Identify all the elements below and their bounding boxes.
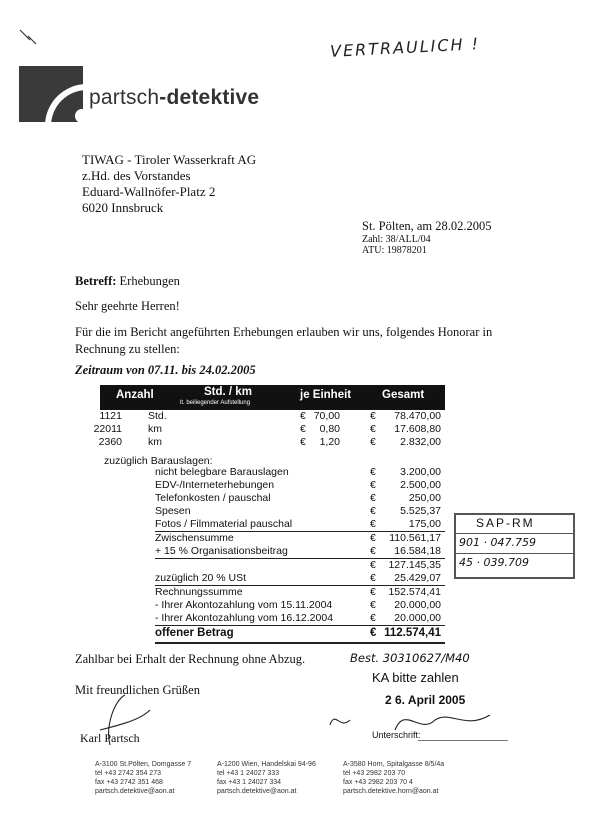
extra-label: nicht belegbare Barauslagen	[155, 466, 289, 478]
summary-row	[155, 532, 445, 544]
item-qty: 2360	[98, 436, 122, 448]
footer-fax: fax +43 1 24027 334	[217, 779, 282, 786]
intro-line2: Rechnung zu stellen:	[75, 342, 180, 356]
col-std-km: Std. / km	[204, 386, 252, 398]
recipient-line3: Eduard-Wallnöfer-Platz 2	[82, 184, 216, 199]
item-qty: 22011	[93, 423, 122, 435]
handwritten-order-number: Best. 30310627/M40	[350, 651, 470, 665]
col-je-einheit: je Einheit	[300, 389, 352, 401]
item-price: 0,80	[319, 423, 340, 435]
period-title: Zeitraum von 07.11. bis 24.02.2005	[75, 363, 256, 377]
item-total: 2.832,00	[400, 436, 441, 448]
table-header	[100, 385, 445, 410]
item-price: 70,00	[313, 410, 340, 422]
summary-row	[155, 586, 445, 598]
item-qty: 1121	[99, 410, 122, 422]
item-currency: €	[300, 410, 306, 422]
reference-number: Zahl: 38/ALL/04	[362, 234, 431, 245]
logo-brand: partsch	[89, 86, 160, 109]
list-item	[155, 518, 445, 530]
summary-currency: €	[370, 572, 376, 584]
footer-tel: tel +43 2742 354 273	[95, 770, 161, 777]
summary-amount: 127.145,35	[388, 559, 441, 571]
logo-wordmark	[89, 86, 259, 110]
col-gesamt: Gesamt	[382, 389, 425, 401]
list-item	[155, 492, 445, 504]
payment-note: Zahlbar bei Erhalt der Rechnung ohne Abzug.	[75, 652, 306, 666]
item-unit: km	[148, 436, 162, 448]
extra-currency: €	[370, 492, 376, 504]
summary-label: zuzüglich 20 % USt	[155, 572, 247, 584]
summary-row	[155, 599, 445, 611]
footer-mail: partsch.detektive@aon.at	[95, 788, 175, 795]
summary-label: Zwischensumme	[155, 532, 234, 544]
logo-graphic	[19, 66, 83, 122]
item-currency: €	[370, 436, 376, 448]
extra-amount: 250,00	[408, 492, 441, 504]
subject-label: Betreff:	[75, 274, 117, 288]
table-row	[100, 410, 445, 423]
item-unit: Std.	[148, 410, 167, 422]
logo-suffix: -detektive	[159, 86, 260, 109]
summary-label: - Ihrer Akontozahlung vom 16.12.2004	[155, 612, 334, 624]
footer-address: A-1200 Wien, Handelskai 94-96	[217, 761, 316, 768]
summary-row	[155, 545, 445, 557]
item-total: 78.470,00	[394, 410, 441, 422]
signature-line	[418, 740, 508, 741]
summary-currency: €	[370, 532, 376, 544]
footer-office-stpoelten	[95, 760, 191, 796]
item-price: 1,20	[319, 436, 340, 448]
sap-line1: 901 · 047.759	[459, 536, 536, 549]
summary-amount: 152.574,41	[388, 586, 441, 598]
table-row	[93, 423, 445, 436]
footer-mail: partsch.detektive.horn@aon.at	[343, 788, 439, 795]
summary-amount: 25.429,07	[394, 572, 441, 584]
extra-label: Fotos / Filmmaterial pauschal	[155, 518, 293, 530]
recipient-line4: 6020 Innsbruck	[82, 200, 164, 215]
extra-currency: €	[370, 479, 376, 491]
subject-value: Erhebungen	[119, 274, 180, 288]
stamp-date: 2 6. April 2005	[385, 693, 466, 707]
extras-label: zuzüglich Barauslagen:	[104, 455, 213, 467]
date-block	[362, 219, 492, 256]
extra-amount: 5.525,37	[400, 505, 441, 517]
extra-currency: €	[370, 505, 376, 517]
summary-amount: 16.584,18	[394, 545, 441, 557]
summary-label: + 15 % Organisationsbeitrag	[155, 545, 288, 557]
salutation: Sehr geehrte Herren!	[75, 299, 180, 313]
offener-label: offener Betrag	[155, 627, 234, 639]
subject-line	[75, 273, 180, 290]
footer-fax: fax +43 2742 351 468	[95, 779, 163, 786]
summary-currency: €	[370, 599, 376, 611]
summary-label: - Ihrer Akontozahlung vom 15.11.2004	[155, 599, 333, 611]
item-currency: €	[300, 436, 306, 448]
extra-currency: €	[370, 466, 376, 478]
summary-amount: 20.000,00	[394, 599, 441, 611]
greeting: Mit freundlichen Grüßen	[75, 683, 200, 697]
footer-tel: tel +43 2982 203 70	[343, 770, 406, 777]
ka-note: KA bitte zahlen	[372, 670, 459, 685]
total-row	[155, 627, 445, 639]
extra-label: Spesen	[155, 505, 191, 517]
offener-currency: €	[370, 627, 377, 639]
divider	[155, 625, 445, 626]
item-currency: €	[370, 410, 376, 422]
summary-currency: €	[370, 559, 376, 571]
unterschrift-label: Unterschrift:	[372, 730, 421, 740]
atu-number: ATU: 19878201	[362, 245, 427, 256]
intro-text	[75, 324, 492, 358]
extra-label: EDV-/Interneterhebungen	[155, 479, 275, 491]
recipient-line2: z.Hd. des Vorstandes	[82, 168, 191, 183]
footer-address: A-3580 Horn, Spitalgasse 8/5/4a	[343, 761, 445, 768]
sap-line2: 45 · 039.709	[459, 556, 529, 569]
divider	[155, 642, 445, 644]
recipient-address	[82, 152, 256, 216]
list-item	[155, 466, 445, 478]
summary-row	[155, 572, 445, 584]
summary-currency: €	[370, 612, 376, 624]
summary-currency: €	[370, 545, 376, 557]
col-std-km-sub: lt. beiliegender Aufstellung	[180, 400, 251, 406]
summary-amount: 110.561,17	[389, 532, 441, 544]
table-row	[100, 436, 445, 449]
sap-stamp	[454, 513, 575, 579]
place-date: St. Pölten, am 28.02.2005	[362, 219, 492, 233]
extra-amount: 2.500,00	[400, 479, 441, 491]
extra-currency: €	[370, 518, 376, 530]
signer-name: Karl Partsch	[80, 731, 140, 745]
extra-amount: 175,00	[408, 518, 441, 530]
extra-label: Telefonkosten / pauschal	[155, 492, 271, 504]
footer-office-horn	[343, 760, 444, 796]
summary-amount: 20.000,00	[394, 612, 441, 624]
sap-title: SAP-RM	[476, 516, 535, 530]
recipient-line1: TIWAG - Tiroler Wasserkraft AG	[82, 152, 257, 167]
list-item	[155, 479, 445, 491]
list-item	[155, 505, 445, 517]
item-currency: €	[300, 423, 306, 435]
offener-amount: 112.574,41	[384, 627, 441, 639]
item-unit: km	[148, 423, 162, 435]
footer-fax: fax +43 2982 203 70 4	[343, 779, 413, 786]
extra-amount: 3.200,00	[400, 466, 441, 478]
item-total: 17.608,80	[394, 423, 441, 435]
col-anzahl: Anzahl	[116, 389, 154, 401]
footer-mail: partsch.detektive@aon.at	[217, 788, 297, 795]
footer-address: A-3100 St.Pölten, Domgasse 7	[95, 761, 192, 768]
footer-tel: tel +43 1 24027 333	[217, 770, 280, 777]
intro-line1: Für die im Bericht angeführten Erhebungen erlauben wir uns, folgendes Honorar in	[75, 325, 493, 339]
summary-row	[155, 612, 445, 624]
vertraulich-handwriting: VERTRAULICH !	[329, 34, 481, 61]
item-currency: €	[370, 423, 376, 435]
summary-currency: €	[370, 586, 376, 598]
scribble-mark	[18, 28, 40, 46]
summary-label: Rechnungssumme	[155, 586, 243, 598]
footer-office-wien	[217, 760, 316, 796]
